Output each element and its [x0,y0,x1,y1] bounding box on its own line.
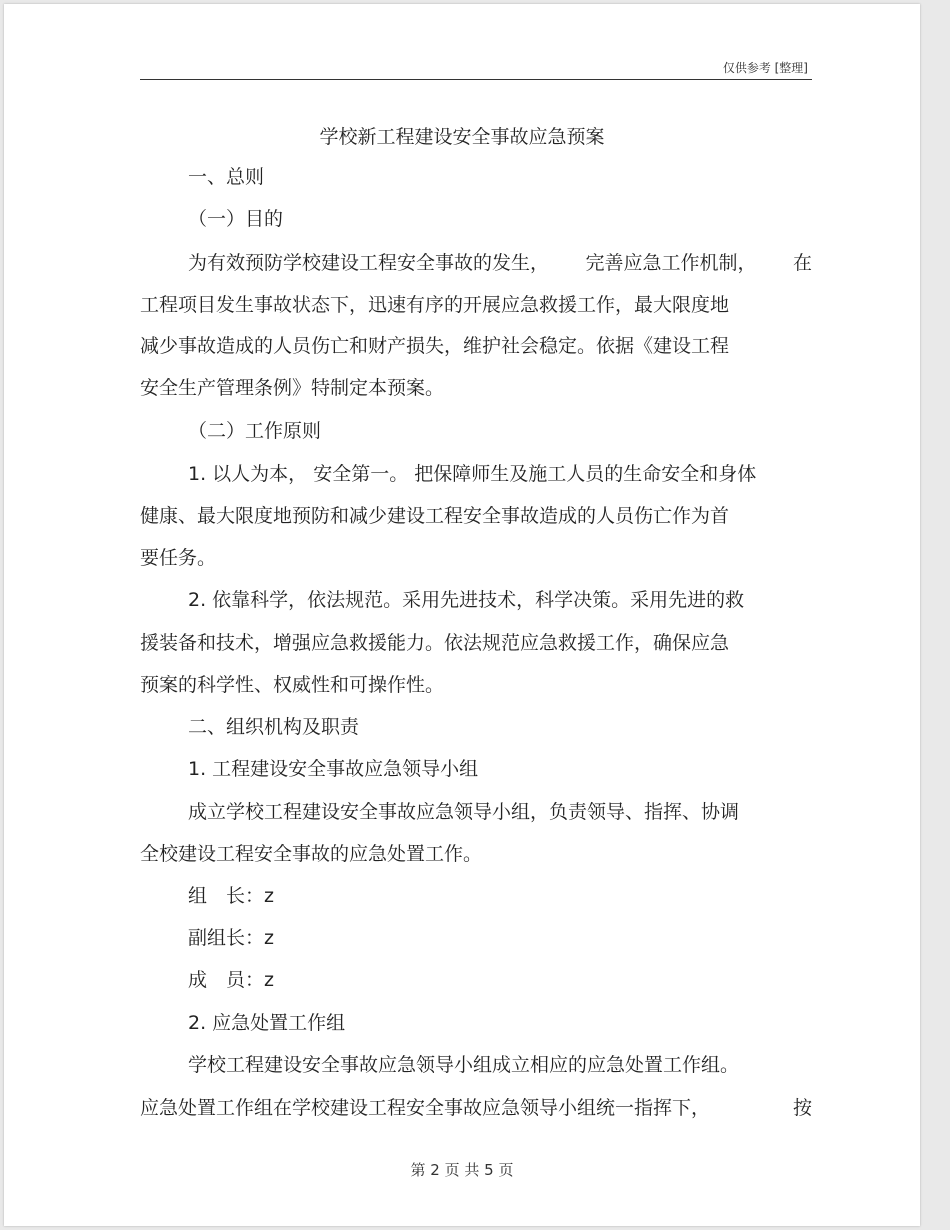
section-heading: 二、组织机构及职责 [188,716,360,738]
paragraph-line: 2. 依靠科学，依法规范。采用先进技术，科学决策。采用先进的救 [188,589,745,611]
subsection-heading: 1. 工程建设安全事故应急领导小组 [188,758,479,780]
subsection-heading: （二）工作原则 [188,420,322,442]
paragraph-line: 援装备和技术，增强应急救援能力。依法规范应急救援工作，确保应急 [140,632,730,654]
header-note: 仅供参考 [整理] [722,61,808,75]
paragraph-line: 预案的科学性、权威性和可操作性。 [140,674,445,696]
paragraph-line: 全校建设工程安全事故的应急处置工作。 [140,843,483,865]
paragraph-line: 成立学校工程建设安全事故应急领导小组，负责领导、指挥、协调 [188,801,740,823]
member-line: 组 长：z [188,885,274,907]
paragraph-line: 安全生产管理条例》特制定本预案。 [140,377,445,399]
member-line: 成 员：z [188,969,274,991]
header-rule [140,79,812,80]
paragraph-line: 减少事故造成的人员伤亡和财产损失，维护社会稳定。依据《建设工程 [140,335,730,357]
paragraph-line: 学校工程建设安全事故应急领导小组成立相应的应急处置工作组。 [188,1054,740,1076]
subsection-heading: 2. 应急处置工作组 [188,1012,346,1034]
paragraph-line: 要任务。 [140,547,217,569]
paragraph-line [140,1097,812,1119]
member-line: 副组长：z [188,927,274,949]
text-segment: 应急处置工作组在学校建设工程安全事故应急领导小组统一指挥下， [140,1097,711,1119]
paragraph-line [188,252,812,274]
paragraph-line: 工程项目发生事故状态下，迅速有序的开展应急救援工作，最大限度地 [140,294,730,316]
page-number: 第 2 页 共 5 页 [410,1161,514,1179]
paragraph-line: 健康、最大限度地预防和减少建设工程安全事故造成的人员伤亡作为首 [140,505,730,527]
text-segment: 为有效预防学校建设工程安全事故的发生， [188,252,550,274]
text-segment: 在 [792,252,812,274]
paragraph-line: 1. 以人为本， 安全第一。 把保障师生及施工人员的生命安全和身体 [188,463,757,485]
section-heading: 一、总则 [188,166,265,188]
text-segment: 完善应急工作机制， [585,252,757,274]
subsection-heading: （一）目的 [188,208,284,230]
text-segment: 按 [792,1097,812,1119]
document-title: 学校新工程建设安全事故应急预案 [319,126,605,148]
document-page [4,4,920,1226]
